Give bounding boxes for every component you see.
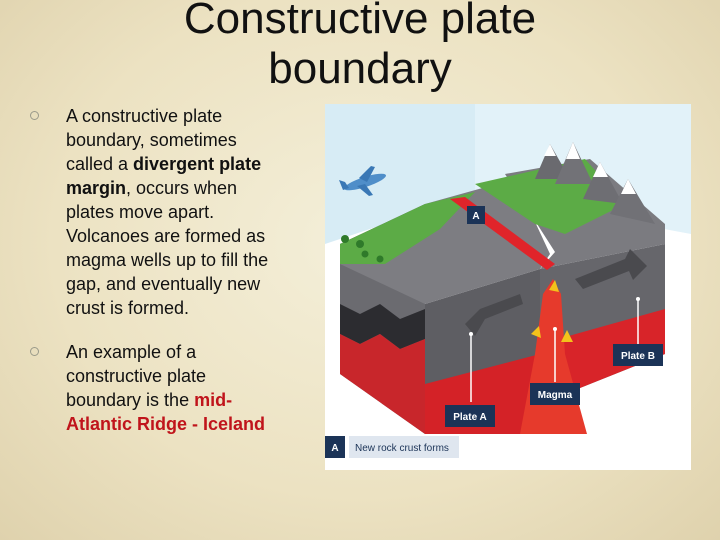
bullet-circle-icon xyxy=(30,111,39,120)
legend-text: New rock crust forms xyxy=(355,443,449,454)
bullet-1-text-bold: divergent plate margin xyxy=(66,154,262,198)
plate-boundary-diagram xyxy=(325,104,691,470)
bullet-2-text-a: An example of a constructive plate boundary is the xyxy=(66,342,207,410)
tree-icon xyxy=(377,256,384,263)
bullet-1-text-b: , occurs when plates move apart. Volcanoes are formed as magma wells up to fill the gap, and eventually new crust is formed. xyxy=(66,178,269,318)
diagram-svg xyxy=(325,104,691,470)
plate-a-label: Plate A xyxy=(453,412,487,423)
bullet-1-text-a: A constructive plate boundary, sometimes called a xyxy=(66,106,237,174)
tree-icon xyxy=(341,235,349,243)
tree-icon xyxy=(356,240,364,248)
tree-icon xyxy=(362,251,369,258)
bullet-2-text-red: mid-Atlantic Ridge - Iceland xyxy=(66,390,266,434)
bullet-item-1 xyxy=(28,104,278,320)
bullet-item-2 xyxy=(28,340,278,436)
strata-band-red xyxy=(340,334,425,434)
bullet-list xyxy=(28,104,278,456)
slide-title: Constructive plate boundary xyxy=(183,0,537,93)
legend-key-label: A xyxy=(331,443,339,454)
bullet-circle-icon xyxy=(30,347,39,356)
magma-label: Magma xyxy=(537,390,573,401)
marker-a-label: A xyxy=(472,211,480,222)
plate-b-label: Plate B xyxy=(621,351,655,362)
